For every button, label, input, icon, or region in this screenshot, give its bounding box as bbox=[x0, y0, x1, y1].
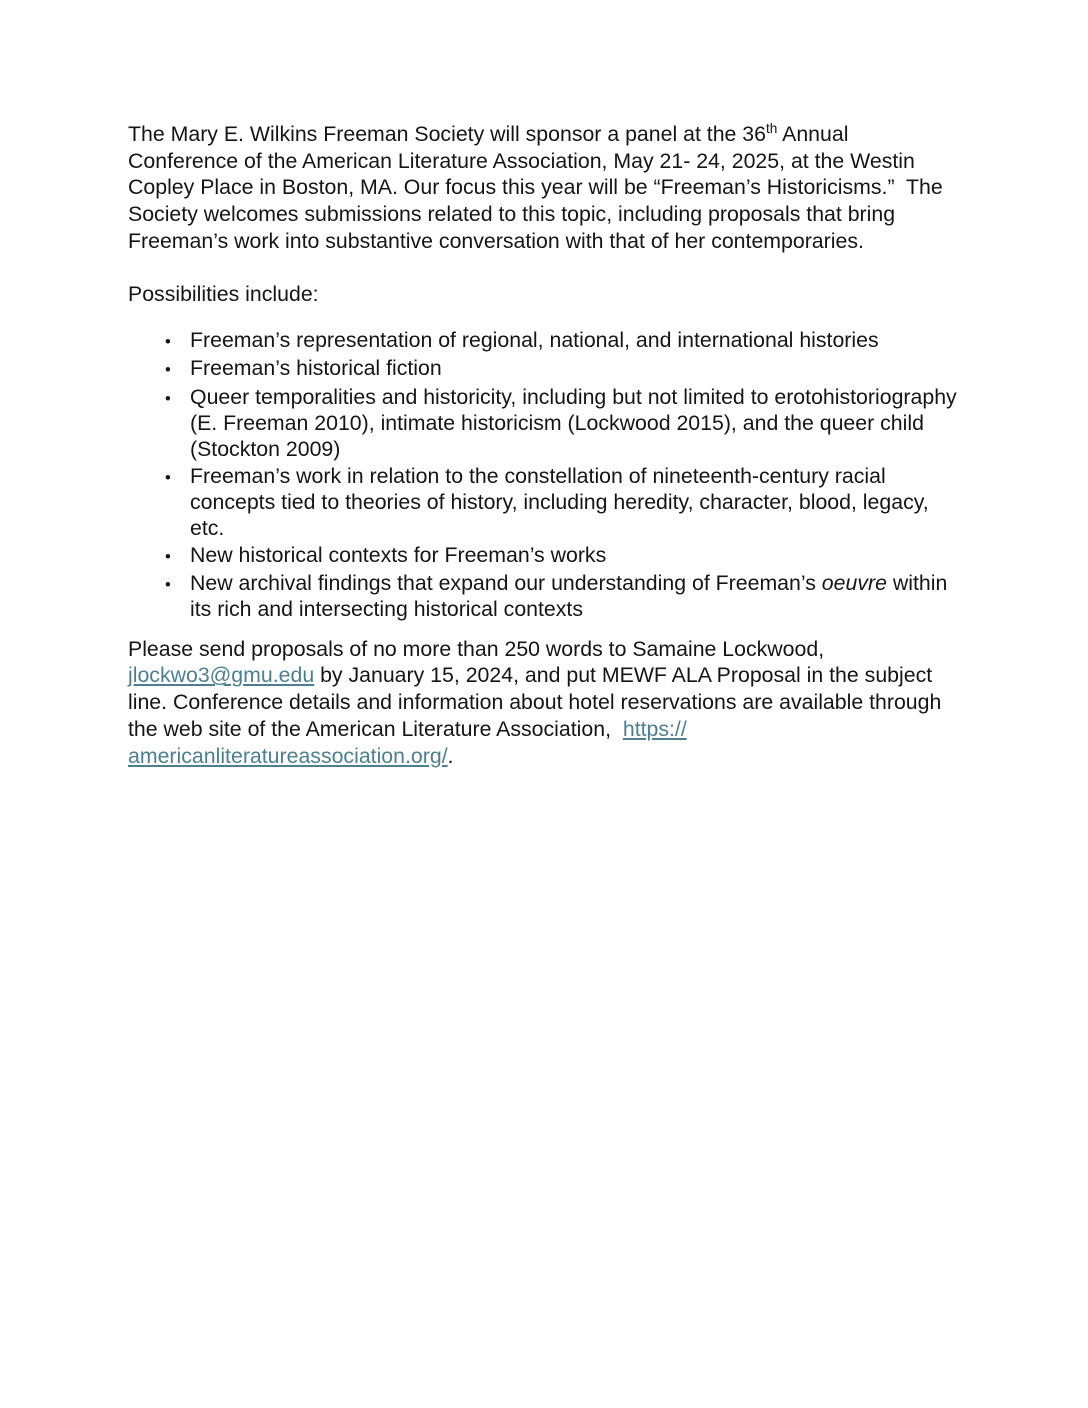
intro-text-pre: The Mary E. Wilkins Freeman Society will sponsor a panel at the 36 bbox=[128, 122, 766, 146]
bullet-icon: • bbox=[165, 546, 171, 566]
closing-text-1: Please send proposals of no more than 250 words to Samaine Lockwood, bbox=[128, 636, 831, 661]
archival-text-pre: New archival findings that expand our understanding of Freeman’s bbox=[190, 571, 822, 595]
list-item-text bbox=[190, 570, 964, 623]
submission-paragraph bbox=[128, 636, 964, 770]
ordinal-superscript: th bbox=[766, 120, 778, 136]
list-item bbox=[128, 542, 964, 570]
ala-website-link-host: americanliteratureassociation.org/ bbox=[128, 743, 448, 768]
closing-text-3: . bbox=[447, 743, 454, 768]
bullet-icon: • bbox=[165, 575, 171, 594]
bullet-icon: • bbox=[165, 360, 171, 380]
intro-text-post: Annual Conference of the American Literature Association, May 21- 24, 2025, at the Westin Copley Place in Boston, MA. Our focus this year will be “Freeman’s Historicisms.” The Society welcomes submissions related to this topic, including proposals that bring Freeman’s work into substantive conversation with that of her contemporaries. bbox=[128, 122, 949, 253]
bullet-icon: • bbox=[165, 388, 171, 408]
closing-text-2: by January 15, 2024, and put MEWF ALA Proposal in the subject line. Conference details and information about hotel reservations are available through the web site of the American Literature Association, bbox=[128, 663, 948, 741]
email-link[interactable]: jlockwo3@gmu.edu bbox=[128, 663, 315, 688]
list-item-text: Queer temporalities and historicity, including but not limited to erotohistoriography (E. Freeman 2010), intimate historicism (Lockwood 2015), and the queer child (Stockton 2009) bbox=[190, 384, 963, 462]
archival-text-post: within its rich and intersecting historical contexts bbox=[190, 571, 954, 622]
bullet-icon: • bbox=[165, 467, 171, 487]
list-item-text: New historical contexts for Freeman’s works bbox=[190, 542, 607, 567]
list-item-text: Freeman’s representation of regional, national, and international histories bbox=[190, 327, 879, 352]
bullet-icon: • bbox=[165, 331, 171, 351]
possibilities-list bbox=[128, 327, 964, 623]
list-item-text: Freeman’s work in relation to the constellation of nineteenth-century racial concepts tied to theories of history, including heredity, character, blood, legacy, etc. bbox=[190, 463, 935, 541]
list-item bbox=[128, 463, 964, 542]
list-item-text: Freeman’s historical fiction bbox=[190, 356, 442, 381]
ala-website-link-scheme: https:// bbox=[622, 716, 687, 741]
list-item bbox=[128, 570, 964, 623]
list-item bbox=[128, 355, 964, 383]
intro-paragraph bbox=[128, 121, 964, 255]
possibilities-heading: Possibilities include: bbox=[128, 282, 319, 307]
oeuvre-italic-text: oeuvre bbox=[821, 571, 887, 595]
list-item bbox=[128, 327, 964, 355]
document-content bbox=[128, 121, 964, 769]
list-item bbox=[128, 384, 964, 463]
